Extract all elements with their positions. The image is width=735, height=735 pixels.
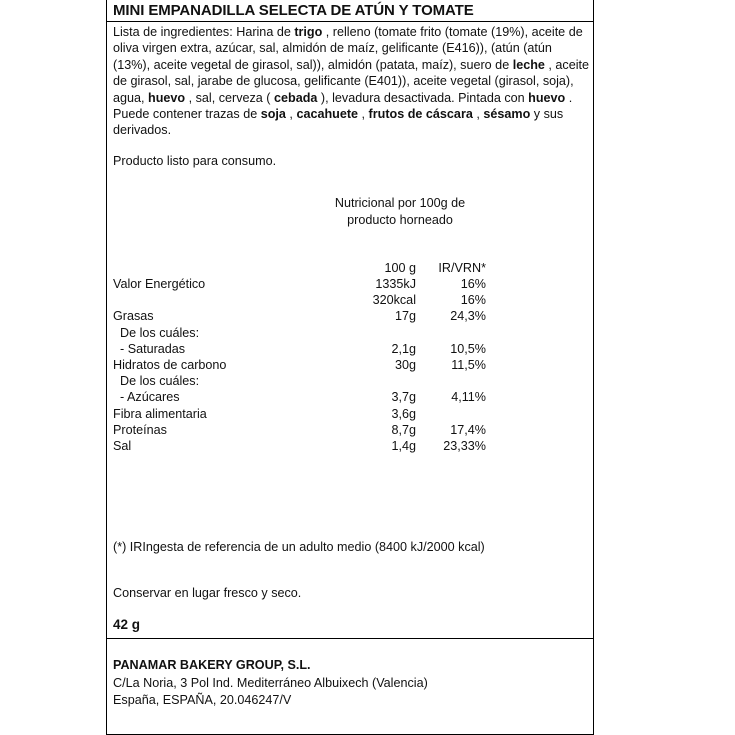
nutrient-per-100g: 30g: [394, 358, 416, 372]
ingredient-text: ,: [472, 107, 484, 122]
nutrient-label: Fibra alimentaria: [113, 406, 207, 421]
nutrient-label: - Saturadas: [113, 341, 186, 356]
allergen: frutos de cáscara: [368, 107, 473, 122]
allergen: cacahuete: [296, 107, 359, 122]
footnote: (*) IRIngesta de referencia de un adulto medio (8400 kJ/2000 kcal): [113, 540, 485, 554]
allergen: soja: [260, 107, 286, 122]
nutrient-ir-percent: 4,11%: [451, 390, 486, 405]
nutrient-per-100g: 3,7g: [391, 390, 416, 405]
allergen: cebada: [274, 90, 318, 105]
ingredient-text: ,: [358, 107, 369, 122]
ingredient-text: Lista de ingredientes: Harina de: [113, 25, 295, 39]
allergen: leche: [512, 57, 545, 72]
nutrient-ir-percent: 10,5%: [450, 341, 486, 356]
ready-to-eat-note: Producto listo para consumo.: [113, 154, 277, 168]
allergen: trigo: [294, 25, 323, 39]
product-title: MINI EMPANADILLA SELECTA DE ATÚN Y TOMATE: [113, 2, 474, 19]
company-name: PANAMAR BAKERY GROUP, S.L.: [113, 658, 311, 672]
ingredient-text: ,: [285, 107, 297, 122]
nutrient-per-100g: 17g: [394, 309, 416, 324]
company-address: C/La Noria, 3 Pol Ind. Mediterráneo Albuixech (Valencia): [113, 676, 428, 690]
nutrient-per-100g: 8,7g: [391, 422, 416, 437]
nutrient-per-100g: 1335kJ: [375, 277, 416, 291]
nutrient-ir-percent: 11,5%: [451, 358, 486, 372]
nutrient-label: Grasas: [113, 309, 154, 324]
nutrient-label: Valor Energético: [113, 277, 206, 291]
ingredient-text: . Puede contener trazas de: [113, 90, 573, 122]
nutrient-label: De los cuáles:: [113, 325, 200, 340]
storage-note: Conservar en lugar fresco y seco.: [113, 586, 302, 600]
nutrient-ir-percent: 24,3%: [450, 309, 486, 324]
nutrient-label: - Azúcares: [113, 390, 180, 405]
nutrient-per-100g: 320kcal: [372, 293, 416, 308]
nutrient-label: Sal: [113, 439, 132, 453]
nutrient-label: Proteínas: [113, 422, 167, 437]
nutrient-label: De los cuáles:: [113, 374, 200, 389]
nutrient-label: Hidratos de carbono: [113, 358, 227, 372]
nutrient-ir-percent: 16%: [460, 293, 486, 308]
col-header-100g: 100 g: [384, 261, 416, 275]
ingredient-text: , sal, cerveza (: [185, 90, 274, 105]
nutrient-per-100g: 2,1g: [391, 341, 416, 356]
nutrient-per-100g: 3,6g: [391, 406, 416, 421]
nutrient-ir-percent: 17,4%: [450, 422, 486, 437]
company-registry: España, ESPAÑA, 20.046247/V: [113, 693, 292, 707]
nutrition-header-line2: producto horneado: [347, 212, 453, 227]
nutrient-per-100g: 1,4g: [391, 439, 416, 453]
ingredient-text: , relleno (tomate frito (tomate (19%), aceite de oliva virgen extra, azúcar, sal, almidón de maíz, gelificante (E416)), (atún (atún (13%), aceite vegetal de girasol, sal)), almidón (patata, maíz), suero de: [113, 25, 583, 72]
nutrient-ir-percent: 23,33%: [443, 439, 486, 453]
allergen: huevo: [148, 90, 186, 105]
ingredient-text: ), levadura desactivada. Pintada con: [317, 90, 529, 105]
title-divider: [106, 21, 594, 22]
allergen: huevo: [528, 90, 566, 105]
weight-divider: [106, 638, 594, 639]
ingredient-text: y sus derivados.: [113, 107, 564, 138]
allergen: sésamo: [483, 107, 531, 122]
ingredient-text: , aceite de girasol, sal, jarabe de glucosa, gelificante (E401)), aceite vegetal (girasol, soja), agua,: [113, 57, 590, 105]
nutrient-ir-percent: 16%: [460, 277, 486, 291]
nutrition-header-line1: Nutricional por 100g de: [334, 196, 466, 210]
col-header-ir: IR/VRN*: [438, 261, 486, 275]
ingredients-list: [113, 24, 591, 139]
net-weight: 42 g: [113, 617, 141, 632]
nutrition-header: [310, 195, 490, 228]
